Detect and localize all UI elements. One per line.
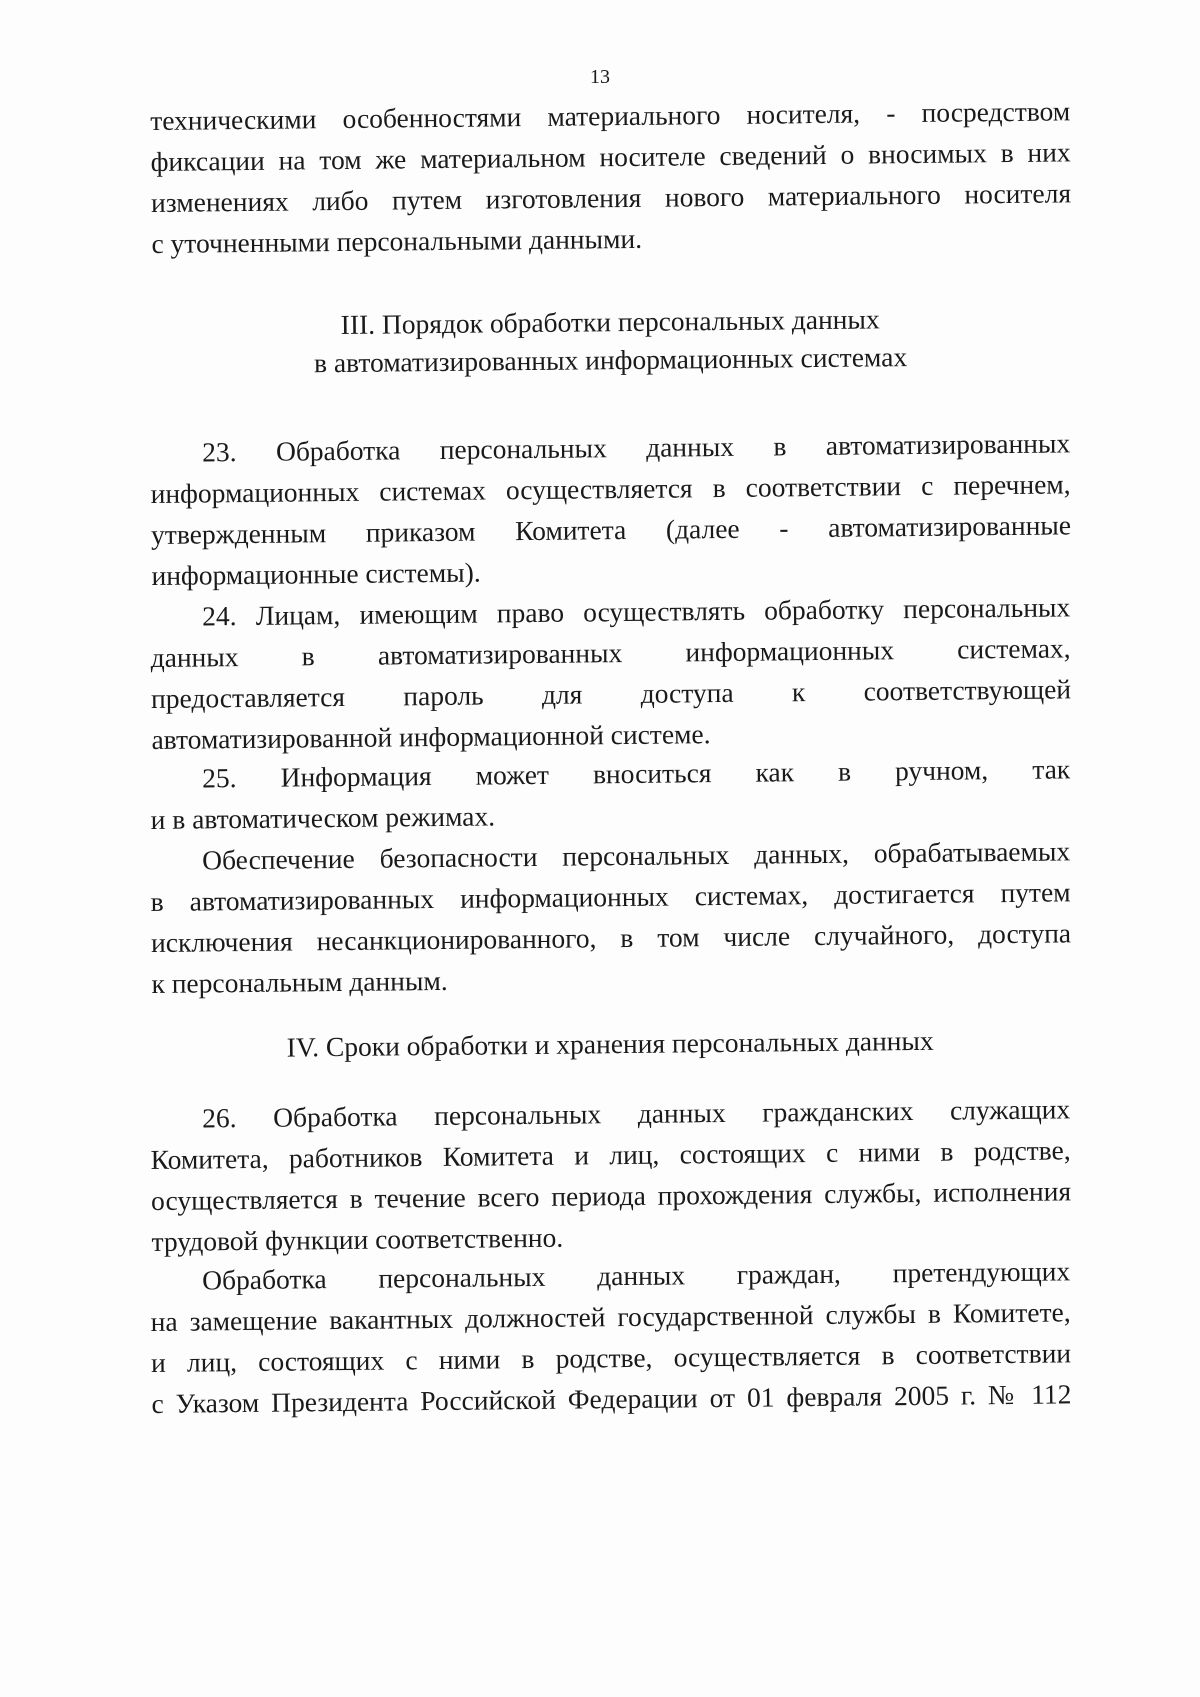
intro-paragraph [150, 90, 1072, 264]
heading-line: IV. Сроки обработки и хранения персональных данных [286, 1024, 934, 1063]
heading-line: III. Порядок обработки персональных данных [340, 303, 880, 341]
text-line: автоматизированной информационной системе. [151, 718, 711, 755]
text-line: фиксации на том же материальном носителе сведений о вносимых в них [150, 136, 1071, 177]
page-number: 13 [590, 66, 610, 88]
text-line: изменениях либо путем изготовления нового материального носителя [150, 177, 1072, 218]
paragraph-24 [150, 586, 1072, 760]
text-line: 24. Лицам, имеющим право осуществлять обработку персональных [202, 591, 1071, 632]
section-4-heading [150, 1020, 1070, 1068]
text-line: 25. Информация может вноситься как в ручном, так [202, 753, 1071, 794]
text-line: исключения несанкционированного, в том числе случайного, доступа [150, 917, 1072, 958]
text-line: на замещение вакантных должностей государственной службы в Комитете, [150, 1296, 1071, 1337]
text-line: осуществляется в течение всего периода прохождения службы, исполнения [150, 1175, 1072, 1216]
text-line: и лиц, состоящих с ними в родстве, осуществляется в соответствии [150, 1337, 1072, 1378]
paragraph-25 [150, 748, 1071, 840]
text-line: Обеспечение безопасности персональных данных, обрабатываемых [202, 835, 1071, 876]
paragraph-26 [150, 1088, 1072, 1262]
text-line: с Указом Президента Российской Федерации от 01 февраля 2005 г. № 112 [151, 1378, 1072, 1419]
text-line: в автоматизированных информационных системах, достигается путем [150, 876, 1071, 917]
heading-line: в автоматизированных информационных системах [313, 341, 908, 379]
text-line: 26. Обработка персональных данных гражданских служащих [202, 1093, 1071, 1134]
text-line: 23. Обработка персональных данных в автоматизированных [202, 427, 1071, 468]
text-line: утвержденным приказом Комитета (далее - автоматизированные [150, 509, 1072, 550]
text-line: трудовой функции соответственно. [151, 1221, 564, 1257]
paragraph-26-candidates [150, 1250, 1072, 1424]
text-line: информационных системах осуществляется в соответствии с перечнем, [150, 468, 1071, 509]
paragraph-security [150, 830, 1072, 1004]
text-line: с уточненными персональными данными. [151, 222, 643, 259]
paragraph-23 [150, 422, 1072, 596]
section-3-heading [150, 298, 1071, 384]
text-line: Комитета, работников Комитета и лиц, состоящих с ними в родстве, [150, 1134, 1071, 1175]
text-line: Обработка персональных данных граждан, претендующих [202, 1255, 1071, 1296]
text-line: предоставляется пароль для доступа к соответствующей [150, 673, 1072, 714]
text-line: техническими особенностями материального носителя, - посредством [150, 95, 1071, 136]
text-line: информационные системы). [151, 556, 481, 591]
text-line: данных в автоматизированных информационных системах, [150, 632, 1071, 673]
text-line: и в автоматическом режимах. [150, 800, 496, 835]
text-line: к персональным данным. [151, 964, 448, 999]
